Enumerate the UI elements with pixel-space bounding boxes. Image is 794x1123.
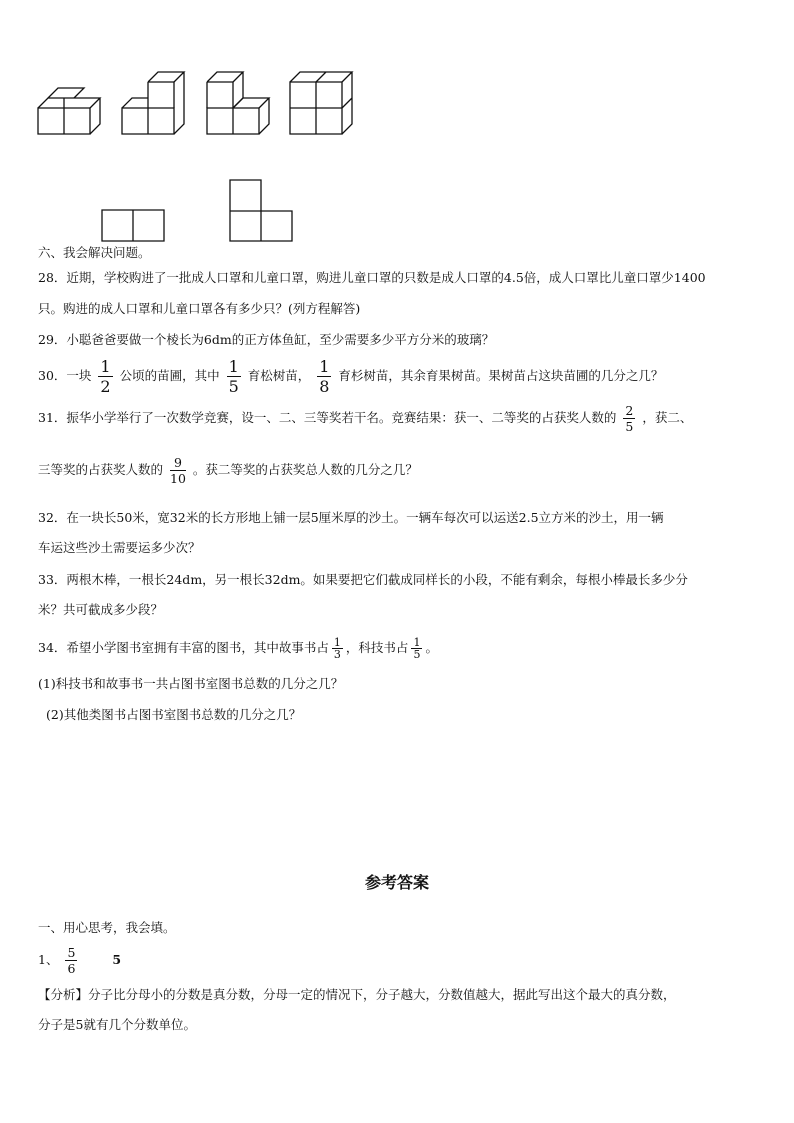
q31-line2	[38, 450, 418, 490]
answer-1-analysis-line1: 【分析】分子比分母小的分数是真分数，分母一定的情况下，分子越大，分数值越大，据此写出这个最大的真分数，	[38, 987, 676, 1002]
q34-fraction-1	[332, 637, 343, 660]
q33-line2: 米？共可截成多少段？	[38, 602, 164, 617]
section-heading-6: 六、我会解决问题。	[38, 245, 151, 260]
answer-1	[38, 940, 121, 980]
q32-line2: 车运这些沙土需要运多少次？	[38, 540, 201, 555]
q33-line1: 33．两根木棒，一根长24dm，另一根长32dm。如果要把它们截成同样长的小段，不能有剩余，每根小棒最长多少分	[38, 572, 688, 587]
q34-fraction-2-num: 1	[413, 636, 421, 649]
cube-figure-4	[290, 72, 352, 134]
q30-fraction-1-num: 1	[100, 357, 111, 376]
q32-line1: 32．在一块长50米，宽32米的长方形地上铺一层5厘米厚的沙土。一辆车每次可以运送2.5立方米的沙土，用一辆	[38, 510, 664, 525]
cube-figure-1	[38, 88, 100, 134]
q34-part2: ，科技书占	[345, 640, 409, 655]
answer-1-value: 5	[112, 952, 122, 967]
cube-figure-2	[122, 72, 184, 134]
q31-fraction-1	[623, 403, 635, 434]
view-figure-2	[230, 180, 292, 241]
q30-fraction-2-den: 5	[228, 377, 239, 396]
q31-part4: 。获二等奖的占获奖总人数的几分之几？	[192, 462, 418, 477]
q34-part1: 34．希望小学图书室拥有丰富的图书，其中故事书占	[38, 640, 329, 655]
q30	[38, 356, 663, 396]
q34-part3: 。	[425, 640, 438, 655]
q30-part2: 公顷的苗圃，其中	[119, 368, 220, 383]
q30-fraction-1	[98, 357, 112, 396]
q34-sub2: (2)其他类图书占图书室图书总数的几分之几？	[46, 707, 302, 722]
q31-part3: 三等奖的占获奖人数的	[38, 462, 164, 477]
q31-fraction-1-den: 5	[625, 419, 634, 434]
q30-fraction-2-num: 1	[228, 357, 239, 376]
q30-fraction-3-num: 1	[319, 357, 330, 376]
q31-fraction-1-num: 2	[625, 403, 634, 418]
answer-1-label: 1、	[38, 952, 59, 967]
q31-line1	[38, 398, 692, 438]
q34-fraction-1-num: 1	[333, 636, 341, 649]
q30-part4: 育杉树苗，其余育果树苗。果树苗占这块苗圃的几分之几？	[338, 368, 664, 383]
q28-line2: 只。购进的成人口罩和儿童口罩各有多少只？(列方程解答)	[38, 301, 361, 316]
answers-title: 参考答案	[364, 873, 429, 892]
answer-1-fraction-num: 5	[67, 945, 76, 960]
view-figure-1	[102, 210, 164, 241]
q34-fraction-1-den: 3	[333, 648, 341, 661]
q34-sub1: (1)科技书和故事书一共占图书室图书总数的几分之几？	[38, 676, 344, 691]
q30-part3: 育松树苗，	[247, 368, 311, 383]
q30-fraction-3-den: 8	[319, 377, 330, 396]
q31-fraction-2-den: 10	[170, 471, 186, 486]
q34-fraction-2-den: 5	[413, 648, 421, 661]
q31-part1: 31．振华小学举行了一次数学竞赛，设一、二、三等奖若干名。竞赛结果：获一、二等奖的占获奖人数的	[38, 410, 617, 425]
q30-fraction-3	[317, 357, 331, 396]
q30-part1: 30．一块	[38, 368, 92, 383]
q30-fraction-1-den: 2	[100, 377, 111, 396]
answer-1-analysis-line2: 分子是5就有几个分数单位。	[38, 1017, 196, 1032]
answer-1-fraction-den: 6	[67, 961, 76, 976]
answers-section-1: 一、用心思考，我会填。	[38, 920, 176, 935]
q34	[38, 630, 438, 666]
q34-fraction-2	[411, 637, 422, 660]
answer-1-fraction	[65, 945, 77, 976]
cube-figure-3	[207, 72, 269, 134]
q30-fraction-2	[227, 357, 241, 396]
q29-text: 29．小聪爸爸要做一个棱长为6dm的正方体鱼缸，至少需要多少平方分米的玻璃？	[38, 332, 495, 347]
q31-fraction-2	[170, 455, 186, 486]
q28-line1: 28．近期，学校购进了一批成人口罩和儿童口罩，购进儿童口罩的只数是成人口罩的4.5倍，成人口罩比儿童口罩少1400	[38, 270, 706, 285]
cube-figures	[0, 0, 794, 250]
q31-part2: ，获二、	[642, 410, 693, 425]
q31-fraction-2-num: 9	[170, 455, 186, 471]
